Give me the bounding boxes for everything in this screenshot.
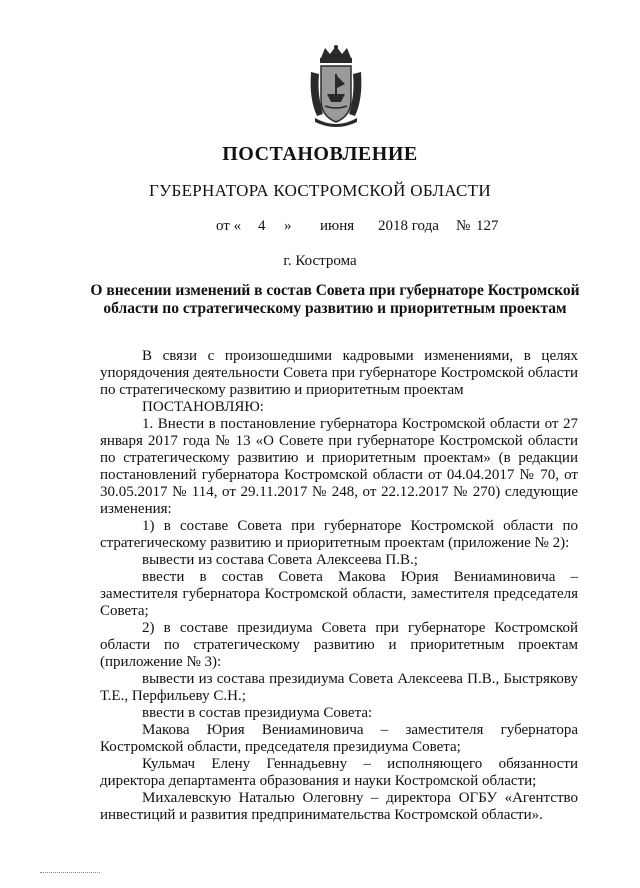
body-paragraph: ввести в состав президиума Совета:: [142, 705, 373, 721]
body-paragraph: Михалевскую Наталью Олеговну – директора ОГБУ «Агентство инвестиций и развития предпринимательства Костромской области».: [100, 790, 578, 823]
document-issuer: ГУБЕРНАТОРА КОСТРОМСКОЙ ОБЛАСТИ: [149, 181, 491, 200]
document-number-label: №: [456, 218, 471, 234]
document-title: ПОСТАНОВЛЕНИЕ: [222, 143, 418, 165]
body-paragraph: 1) в составе Совета при губернаторе Костромской области по стратегическому развитию и приоритетным проектам (приложение № 2):: [100, 518, 578, 551]
date-day: 4: [258, 218, 266, 234]
date-from-label: от «: [216, 218, 242, 234]
document-city: г. Кострома: [283, 253, 357, 269]
footer-divider: [40, 872, 100, 873]
body-paragraph: В связи с произошедшими кадровыми изменениями, в целях упорядочения деятельности Совета при губернаторе Костромской области по стратегическому развитию и приоритетным проектам: [100, 348, 578, 398]
body-paragraph: вывести из состава президиума Совета Алексеева П.В., Быстрякову Т.Е., Перфильеву С.Н.;: [100, 671, 578, 704]
body-paragraph: 2) в составе президиума Совета при губернаторе Костромской области по стратегическому развитию и приоритетным проектам (приложение № 3):: [100, 620, 578, 670]
body-paragraph: 1. Внести в постановление губернатора Костромской области от 27 января 2017 года № 13 «О Совете при губернаторе Костромской области по стратегическому развитию и приоритетным проектам» (в редакции постановлений губернатора Костромской области от 04.04.2017 № 70, от 30.05.2017 № 114, от 29.11.2017 № 248, от 22.12.2017 № 270) следующие изменения:: [100, 416, 578, 517]
body-paragraph: Макова Юрия Вениаминовича – заместителя губернатора Костромской области, председателя президиума Совета;: [100, 722, 578, 755]
body-paragraph: вывести из состава Совета Алексеева П.В.;: [142, 552, 418, 568]
body-paragraph: ввести в состав Совета Макова Юрия Вениаминовича – заместителя губернатора Костромской области, заместителя председателя Совета;: [100, 569, 578, 619]
body-paragraph: Кульмач Елену Геннадьевну – исполняющего обязанности директора департамента образования и науки Костромской области;: [100, 756, 578, 789]
document-body: [100, 348, 578, 824]
coat-of-arms-icon: [307, 44, 365, 130]
body-paragraph: ПОСТАНОВЛЯЮ:: [142, 399, 264, 415]
date-year: 2018 года: [378, 218, 439, 234]
date-month: июня: [320, 218, 355, 234]
document-heading: О внесении изменений в состав Совета при губернаторе Костромской области по стратегическому развитию и приоритетным проектам: [90, 282, 580, 317]
document-number: 127: [476, 218, 499, 234]
date-close-quote: »: [284, 218, 292, 234]
